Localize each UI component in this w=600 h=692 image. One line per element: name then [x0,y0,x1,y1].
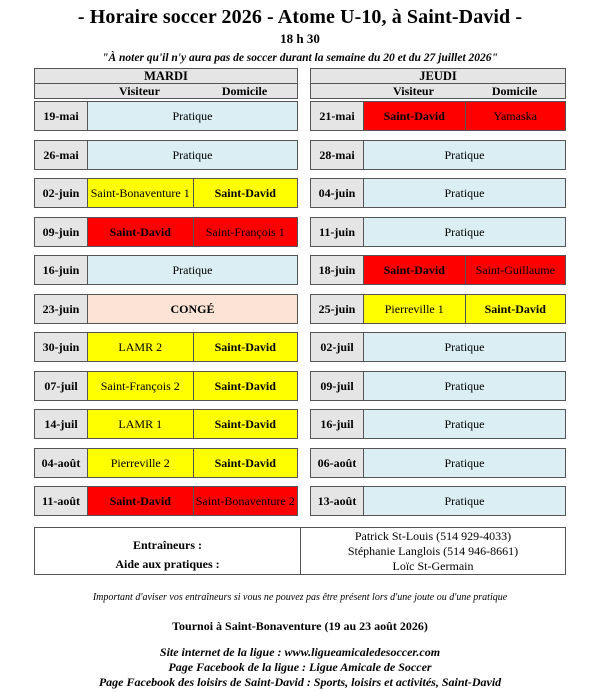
row-activity: Pratique [364,449,565,477]
tuesday-row [34,217,298,247]
row-date: 21-mai [311,102,364,130]
tuesday-row [34,294,298,324]
row-visitor: Saint-David [88,487,193,515]
row-home: Yamaska [465,102,566,130]
staff-name-1: Patrick St-Louis (514 929-4033) [354,529,512,543]
row-activity: Pratique [364,372,565,400]
row-activity: CONGÉ [88,295,297,323]
thursday-row [310,255,566,285]
row-date: 09-juil [311,372,364,400]
tuesday-home-label: Domicile [221,84,268,98]
row-date: 02-juin [35,179,88,207]
row-date: 04-août [35,449,88,477]
thursday-subheader [310,83,566,99]
row-date: 02-juil [311,333,364,361]
thursday-row [310,140,566,170]
row-date: 18-juin [311,256,364,284]
row-activity: Pratique [364,333,565,361]
thursday-row [310,332,566,362]
coaches-label: Entraîneurs : [133,538,202,552]
important-notice: Important d'aviser vos entraîneurs si vous ne pouvez pas être présent lors d'une joute ou d'une pratique [92,592,508,603]
thursday-header: JEUDI [310,68,566,83]
helpers-label: Aide aux pratiques : [115,557,220,571]
row-date: 13-août [311,487,364,515]
row-home: Saint-Guillaume [465,256,566,284]
tuesday-row [34,448,298,478]
row-home: Saint-François 1 [193,218,298,246]
row-activity: Pratique [88,102,297,130]
row-visitor: Saint-David [364,102,465,130]
staff-name-2: Stéphanie Langlois (514 946-8661) [347,544,519,558]
row-visitor: Saint-François 2 [88,372,193,400]
tuesday-visitor-label: Visiteur [119,84,160,98]
thursday-row [310,294,566,324]
row-home: Saint-David [193,333,298,361]
row-date: 07-juil [35,372,88,400]
row-activity: Pratique [364,410,565,438]
tuesday-row [34,332,298,362]
row-visitor: LAMR 2 [88,333,193,361]
league-facebook[interactable]: Page Facebook de la ligue : Ligue Amicale de Soccer [168,660,432,674]
row-home: Saint-David [193,410,298,438]
row-activity: Pratique [88,256,297,284]
thursday-row [310,486,566,516]
row-date: 26-mai [35,141,88,169]
row-visitor: Saint-Bonaventure 1 [88,179,193,207]
tuesday-header: MARDI [34,68,298,83]
local-facebook[interactable]: Page Facebook des loisirs de Saint-David : Sports, loisirs et activités, Saint-David [98,675,502,689]
row-date: 09-juin [35,218,88,246]
thursday-row [310,178,566,208]
staff-name-3: Loïc St-Germain [392,559,474,573]
tuesday-row [34,178,298,208]
row-activity: Pratique [364,218,565,246]
league-website[interactable]: Site internet de la ligue : www.ligueamicaledesoccer.com [159,645,441,659]
row-visitor: Pierreville 2 [88,449,193,477]
thursday-row [310,371,566,401]
game-time: 18 h 30 [280,31,320,46]
thursday-row [310,448,566,478]
thursday-row [310,217,566,247]
row-date: 14-juil [35,410,88,438]
row-home: Saint-David [465,295,566,323]
row-date: 30-juin [35,333,88,361]
row-date: 11-juin [311,218,364,246]
page-title: - Horaire soccer 2026 - Atome U-10, à Saint-David - [77,6,523,28]
tournament-info: Tournoi à Saint-Bonaventure (19 au 23 août 2026) [172,619,428,633]
tuesday-row [34,101,298,131]
row-date: 23-juin [35,295,88,323]
row-date: 28-mai [311,141,364,169]
tuesday-subheader [34,83,298,99]
schedule-note: "À noter qu'il n'y aura pas de soccer durant la semaine du 20 et du 27 juillet 2026" [102,52,498,64]
row-visitor: Pierreville 1 [364,295,465,323]
row-visitor: Saint-David [364,256,465,284]
thursday-home-label: Domicile [491,84,538,98]
tuesday-row [34,255,298,285]
tuesday-row [34,371,298,401]
row-home: Saint-David [193,179,298,207]
row-date: 19-mai [35,102,88,130]
row-activity: Pratique [364,141,565,169]
tuesday-row [34,486,298,516]
row-date: 25-juin [311,295,364,323]
row-home: Saint-Bonaventure 2 [193,487,298,515]
row-activity: Pratique [88,141,297,169]
row-visitor: Saint-David [88,218,193,246]
row-visitor: LAMR 1 [88,410,193,438]
row-date: 11-août [35,487,88,515]
row-date: 16-juin [35,256,88,284]
row-date: 16-juil [311,410,364,438]
tuesday-row [34,140,298,170]
tuesday-row [34,409,298,439]
row-date: 06-août [311,449,364,477]
row-activity: Pratique [364,487,565,515]
row-date: 04-juin [311,179,364,207]
row-activity: Pratique [364,179,565,207]
row-home: Saint-David [193,449,298,477]
row-home: Saint-David [193,372,298,400]
staff-box [34,527,566,575]
thursday-row [310,101,566,131]
thursday-visitor-label: Visiteur [393,84,434,98]
thursday-row [310,409,566,439]
